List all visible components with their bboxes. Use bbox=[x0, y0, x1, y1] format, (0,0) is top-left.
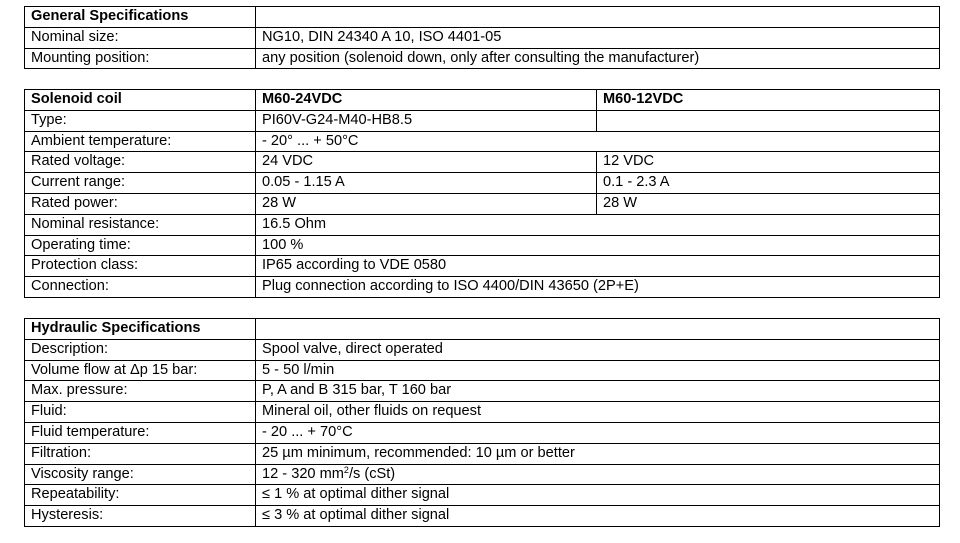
row-label: Nominal size: bbox=[25, 27, 256, 48]
row-value: Spool valve, direct operated bbox=[256, 339, 940, 360]
row-value: NG10, DIN 24340 A 10, ISO 4401-05 bbox=[256, 27, 940, 48]
row-value: IP65 according to VDE 0580 bbox=[256, 256, 940, 277]
hydraulic-specifications-table bbox=[24, 318, 940, 527]
table-row bbox=[25, 131, 940, 152]
row-value: - 20 ... + 70°C bbox=[256, 422, 940, 443]
row-value: Plug connection according to ISO 4400/DIN 43650 (2P+E) bbox=[256, 277, 940, 298]
table-row bbox=[25, 110, 940, 131]
table-row bbox=[25, 152, 940, 173]
row-label: Connection: bbox=[25, 277, 256, 298]
row-label: Fluid temperature: bbox=[25, 422, 256, 443]
table-row bbox=[25, 235, 940, 256]
row-value: ≤ 1 % at optimal dither signal bbox=[256, 485, 940, 506]
row-label: Fluid: bbox=[25, 402, 256, 423]
row-label: Type: bbox=[25, 110, 256, 131]
value-24vdc: 0.05 - 1.15 A bbox=[256, 173, 597, 194]
table-header-row bbox=[25, 90, 940, 111]
row-value: any position (solenoid down, only after consulting the manufacturer) bbox=[256, 48, 940, 69]
table-row bbox=[25, 464, 940, 485]
empty-cell bbox=[256, 319, 940, 340]
table-row bbox=[25, 193, 940, 214]
row-value: 5 - 50 l/min bbox=[256, 360, 940, 381]
table-row bbox=[25, 422, 940, 443]
value-24vdc: 24 VDC bbox=[256, 152, 597, 173]
row-label: Max. pressure: bbox=[25, 381, 256, 402]
row-label: Mounting position: bbox=[25, 48, 256, 69]
row-label: Protection class: bbox=[25, 256, 256, 277]
table-row bbox=[25, 48, 940, 69]
row-value: Mineral oil, other fluids on request bbox=[256, 402, 940, 423]
solenoid-coil-table bbox=[24, 89, 940, 298]
row-label: Hysteresis: bbox=[25, 506, 256, 527]
row-value: P, A and B 315 bar, T 160 bar bbox=[256, 381, 940, 402]
row-label: Rated voltage: bbox=[25, 152, 256, 173]
row-value bbox=[256, 464, 940, 485]
row-label: Nominal resistance: bbox=[25, 214, 256, 235]
value-12vdc: 12 VDC bbox=[597, 152, 940, 173]
row-label: Description: bbox=[25, 339, 256, 360]
row-label: Filtration: bbox=[25, 443, 256, 464]
row-label: Current range: bbox=[25, 173, 256, 194]
table-row bbox=[25, 27, 940, 48]
table-row bbox=[25, 339, 940, 360]
general-specifications-title: General Specifications bbox=[25, 7, 256, 28]
value-12vdc bbox=[597, 110, 940, 131]
row-value: 100 % bbox=[256, 235, 940, 256]
row-value: 25 µm minimum, recommended: 10 µm or better bbox=[256, 443, 940, 464]
row-label: Repeatability: bbox=[25, 485, 256, 506]
row-value: 16.5 Ohm bbox=[256, 214, 940, 235]
viscosity-value-post: /s (cSt) bbox=[348, 465, 396, 482]
row-value: - 20° ... + 50°C bbox=[256, 131, 940, 152]
row-value: ≤ 3 % at optimal dither signal bbox=[256, 506, 940, 527]
table-row bbox=[25, 506, 940, 527]
row-label: Volume flow at Δp 15 bar: bbox=[25, 360, 256, 381]
table-row bbox=[25, 381, 940, 402]
column-header-24vdc: M60-24VDC bbox=[256, 90, 597, 111]
table-row bbox=[25, 485, 940, 506]
table-row bbox=[25, 443, 940, 464]
table-row bbox=[25, 256, 940, 277]
solenoid-coil-title: Solenoid coil bbox=[25, 90, 256, 111]
table-row bbox=[25, 173, 940, 194]
viscosity-value-pre: 12 - 320 mm bbox=[262, 465, 344, 482]
general-specifications-table bbox=[24, 6, 940, 69]
empty-cell bbox=[256, 7, 940, 28]
table-row bbox=[25, 214, 940, 235]
table-header-row bbox=[25, 319, 940, 340]
table-row bbox=[25, 402, 940, 423]
table-header-row bbox=[25, 7, 940, 28]
value-12vdc: 0.1 - 2.3 A bbox=[597, 173, 940, 194]
column-header-12vdc: M60-12VDC bbox=[597, 90, 940, 111]
row-label: Ambient temperature: bbox=[25, 131, 256, 152]
table-row bbox=[25, 277, 940, 298]
row-label: Viscosity range: bbox=[25, 464, 256, 485]
value-24vdc: 28 W bbox=[256, 193, 597, 214]
hydraulic-specifications-title: Hydraulic Specifications bbox=[25, 319, 256, 340]
row-label: Operating time: bbox=[25, 235, 256, 256]
table-row bbox=[25, 360, 940, 381]
value-12vdc: 28 W bbox=[597, 193, 940, 214]
row-label: Rated power: bbox=[25, 193, 256, 214]
viscosity-superscript: 2 bbox=[343, 464, 349, 475]
value-24vdc: PI60V-G24-M40-HB8.5 bbox=[256, 110, 597, 131]
